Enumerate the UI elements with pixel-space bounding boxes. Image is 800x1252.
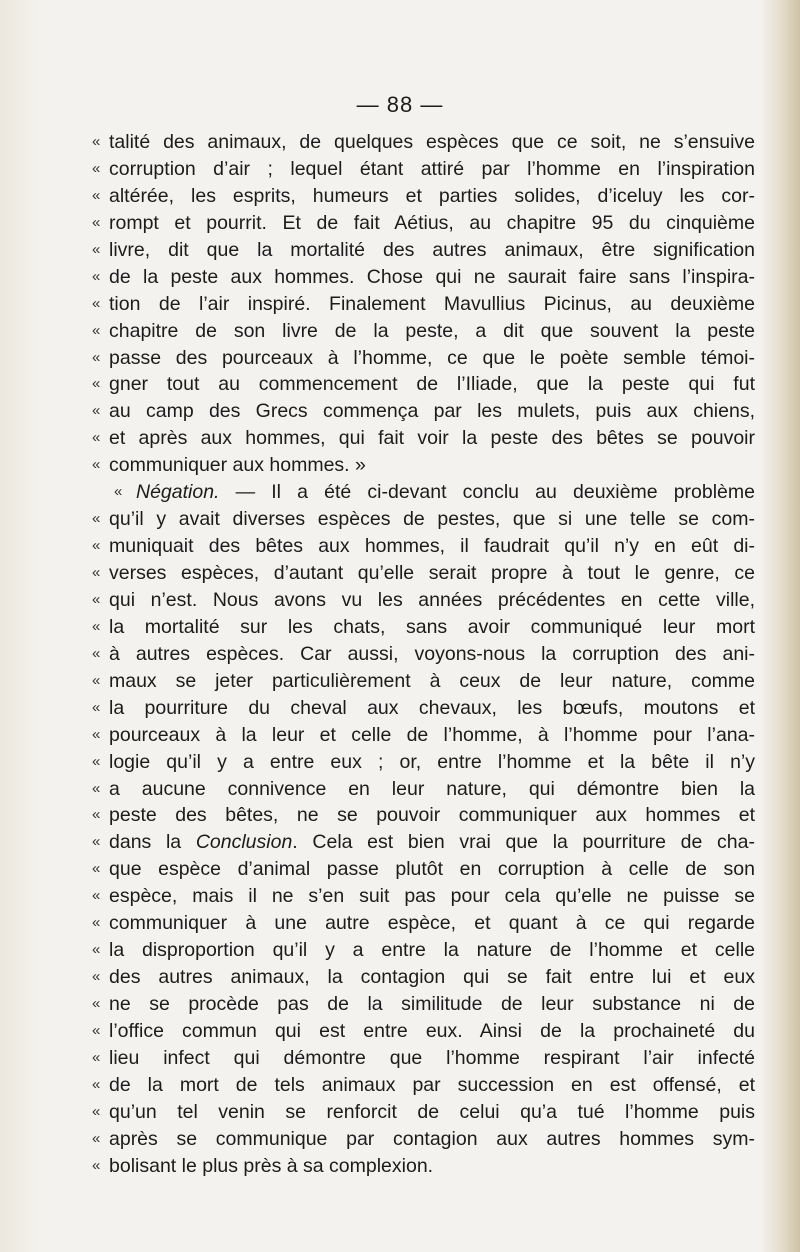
quote-mark: « — [92, 698, 101, 716]
quote-mark: « — [92, 456, 101, 474]
line-text-segment: — Il a été ci-devant conclu au deuxième problème — [219, 481, 755, 504]
quote-mark: « — [92, 1075, 101, 1093]
quote-mark: « — [92, 267, 101, 285]
quote-mark: « — [92, 1048, 101, 1066]
quote-mark: « — [92, 887, 101, 905]
text-line — [92, 802, 755, 829]
line-text: altérée, les esprits, humeurs et parties solides, d’iceluy les cor- — [109, 184, 755, 207]
text-line — [92, 964, 755, 991]
text-line — [92, 776, 755, 803]
line-text: bolisant le plus près à sa complexion. — [109, 1154, 434, 1177]
quote-mark: « — [92, 294, 101, 312]
line-text: gner tout au commencement de l’Iliade, que la peste qui fut — [109, 373, 755, 396]
line-text: passe des pourceaux à l’homme, ce que le poète semble témoi- — [109, 346, 755, 369]
text-line — [92, 695, 755, 722]
quote-mark: « — [114, 483, 123, 501]
line-text: logie qu’il y a entre eux ; or, entre l’homme et la bête il n’y — [109, 750, 755, 773]
line-text: chapitre de son livre de la peste, a dit que souvent la peste — [109, 319, 755, 342]
text-line — [92, 398, 755, 425]
quote-mark: « — [92, 1129, 101, 1147]
quote-mark: « — [92, 914, 101, 932]
line-text: qu’un tel venin se renforcit de celui qu’a tué l’homme puis — [109, 1100, 755, 1123]
text-line — [92, 479, 755, 506]
text-line — [92, 587, 755, 614]
line-text: tion de l’air inspiré. Finalement Mavullius Picinus, au deuxième — [109, 292, 755, 315]
line-text: qu’il y avait diverses espèces de pestes, que si une telle se com- — [109, 508, 755, 531]
quote-mark: « — [92, 402, 101, 420]
quote-mark: « — [92, 860, 101, 878]
text-line — [92, 291, 755, 318]
line-text: que espèce d’animal passe plutôt en corruption à celle de son — [109, 858, 755, 881]
line-text — [136, 479, 755, 506]
text-line — [92, 856, 755, 883]
line-text: qui n’est. Nous avons vu les années précédentes en cette ville, — [109, 588, 755, 611]
text-line — [92, 910, 755, 937]
quote-mark: « — [92, 1102, 101, 1120]
text-line — [92, 883, 755, 910]
text-line — [92, 318, 755, 345]
line-text: communiquer à une autre espèce, et quant à ce qui regarde — [109, 912, 755, 935]
quote-mark: « — [92, 213, 101, 231]
italic-term: Négation. — [136, 481, 220, 504]
quote-mark: « — [92, 941, 101, 959]
quote-mark: « — [92, 779, 101, 797]
page-number: — 88 — — [356, 92, 444, 117]
line-text — [109, 829, 755, 856]
text-line — [92, 1099, 755, 1126]
line-text: la pourriture du cheval aux chevaux, les bœufs, moutons et — [109, 696, 755, 719]
line-text: à autres espèces. Car aussi, voyons-nous la corruption des ani- — [109, 642, 755, 665]
text-line — [92, 425, 755, 452]
line-text: maux se jeter particulièrement à ceux de leur nature, comme — [109, 669, 755, 692]
line-text: de la peste aux hommes. Chose qui ne saurait faire sans l’inspira- — [109, 265, 755, 288]
body-text — [92, 129, 755, 1180]
text-line — [92, 937, 755, 964]
line-text: au camp des Grecs commença par les mulets, puis aux chiens, — [109, 400, 755, 423]
text-line — [92, 452, 755, 479]
italic-term: Conclusion — [195, 831, 293, 854]
text-line — [92, 237, 755, 264]
text-line — [92, 1045, 755, 1072]
quote-mark: « — [92, 617, 101, 635]
text-line — [92, 991, 755, 1018]
quote-mark: « — [92, 806, 101, 824]
line-text-segment: . Cela est bien vrai que la pourriture de cha- — [292, 831, 755, 854]
text-line — [92, 371, 755, 398]
line-text: peste des bêtes, ne se pouvoir communiquer aux hommes et — [109, 804, 755, 827]
quote-mark: « — [92, 186, 101, 204]
text-line — [92, 1018, 755, 1045]
quote-mark: « — [92, 671, 101, 689]
text-line — [92, 668, 755, 695]
line-text: rompt et pourrit. Et de fait Aétius, au chapitre 95 du cinquième — [109, 211, 755, 234]
line-text: après se communique par contagion aux autres hommes sym- — [109, 1127, 755, 1150]
text-line — [92, 722, 755, 749]
text-line — [92, 506, 755, 533]
text-line — [92, 533, 755, 560]
text-line — [92, 1126, 755, 1153]
line-text: talité des animaux, de quelques espèces que ce soit, ne s’ensuive — [109, 131, 755, 153]
quote-mark: « — [92, 537, 101, 555]
line-text: muniquait des bêtes aux hommes, il faudrait qu’il n’y en eût di- — [109, 535, 755, 558]
quote-mark: « — [92, 510, 101, 528]
line-text: l’office commun qui est entre eux. Ainsi de la prochaineté du — [109, 1019, 755, 1042]
line-text: de la mort de tels animaux par succession en est offensé, et — [109, 1073, 755, 1096]
text-line — [92, 749, 755, 776]
quote-mark: « — [92, 1021, 101, 1039]
quote-mark: « — [92, 995, 101, 1012]
line-text: des autres animaux, la contagion qui se fait entre lui et eux — [109, 966, 755, 989]
quote-mark: « — [92, 725, 101, 743]
text-line — [92, 156, 755, 183]
text-line — [92, 614, 755, 641]
quote-mark: « — [92, 1156, 101, 1174]
text-line — [92, 829, 755, 856]
line-text: livre, dit que la mortalité des autres animaux, être signification — [109, 238, 755, 261]
quote-mark: « — [92, 564, 101, 581]
text-line — [92, 210, 755, 237]
quote-mark: « — [92, 429, 101, 447]
quote-mark: « — [92, 240, 101, 258]
quote-mark: « — [92, 833, 101, 851]
text-line — [92, 1072, 755, 1099]
line-text: verses espèces, d’autant qu’elle serait propre à tout le genre, ce — [109, 562, 755, 584]
quote-mark: « — [92, 159, 101, 177]
line-text: la mortalité sur les chats, sans avoir communiqué leur mort — [109, 615, 755, 638]
line-text: espèce, mais il ne s’en suit pas pour cela qu’elle ne puisse se — [109, 885, 755, 908]
quote-mark: « — [92, 375, 101, 393]
quote-mark: « — [92, 644, 101, 662]
quote-mark: « — [92, 590, 101, 608]
line-text-segment: dans la — [109, 831, 196, 854]
line-text: la disproportion qu’il y a entre la nature de l’homme et celle — [109, 939, 755, 962]
text-line — [92, 1153, 755, 1180]
quote-mark: « — [92, 752, 101, 770]
text-line — [92, 264, 755, 291]
quote-mark: « — [92, 348, 101, 366]
text-line — [92, 183, 755, 210]
line-text: pourceaux à la leur et celle de l’homme, à l’homme pour l’ana- — [109, 723, 755, 746]
line-text: ne se procède pas de la similitude de leur substance ni de — [109, 993, 755, 1015]
line-text: lieu infect qui démontre que l’homme respirant l’air infecté — [109, 1046, 755, 1069]
line-text: corruption d’air ; lequel étant attiré par l’homme en l’inspiration — [109, 157, 755, 180]
text-line — [92, 560, 755, 587]
line-text: communiquer aux hommes. » — [109, 454, 366, 477]
line-text: et après aux hommes, qui fait voir la peste des bêtes se pouvoir — [109, 427, 755, 450]
quote-mark: « — [92, 133, 101, 150]
text-line — [92, 345, 755, 372]
line-text: a aucune connivence en leur nature, qui démontre bien la — [109, 777, 755, 800]
text-line — [92, 641, 755, 668]
quote-mark: « — [92, 968, 101, 986]
text-line — [92, 129, 755, 156]
quote-mark: « — [92, 321, 101, 339]
